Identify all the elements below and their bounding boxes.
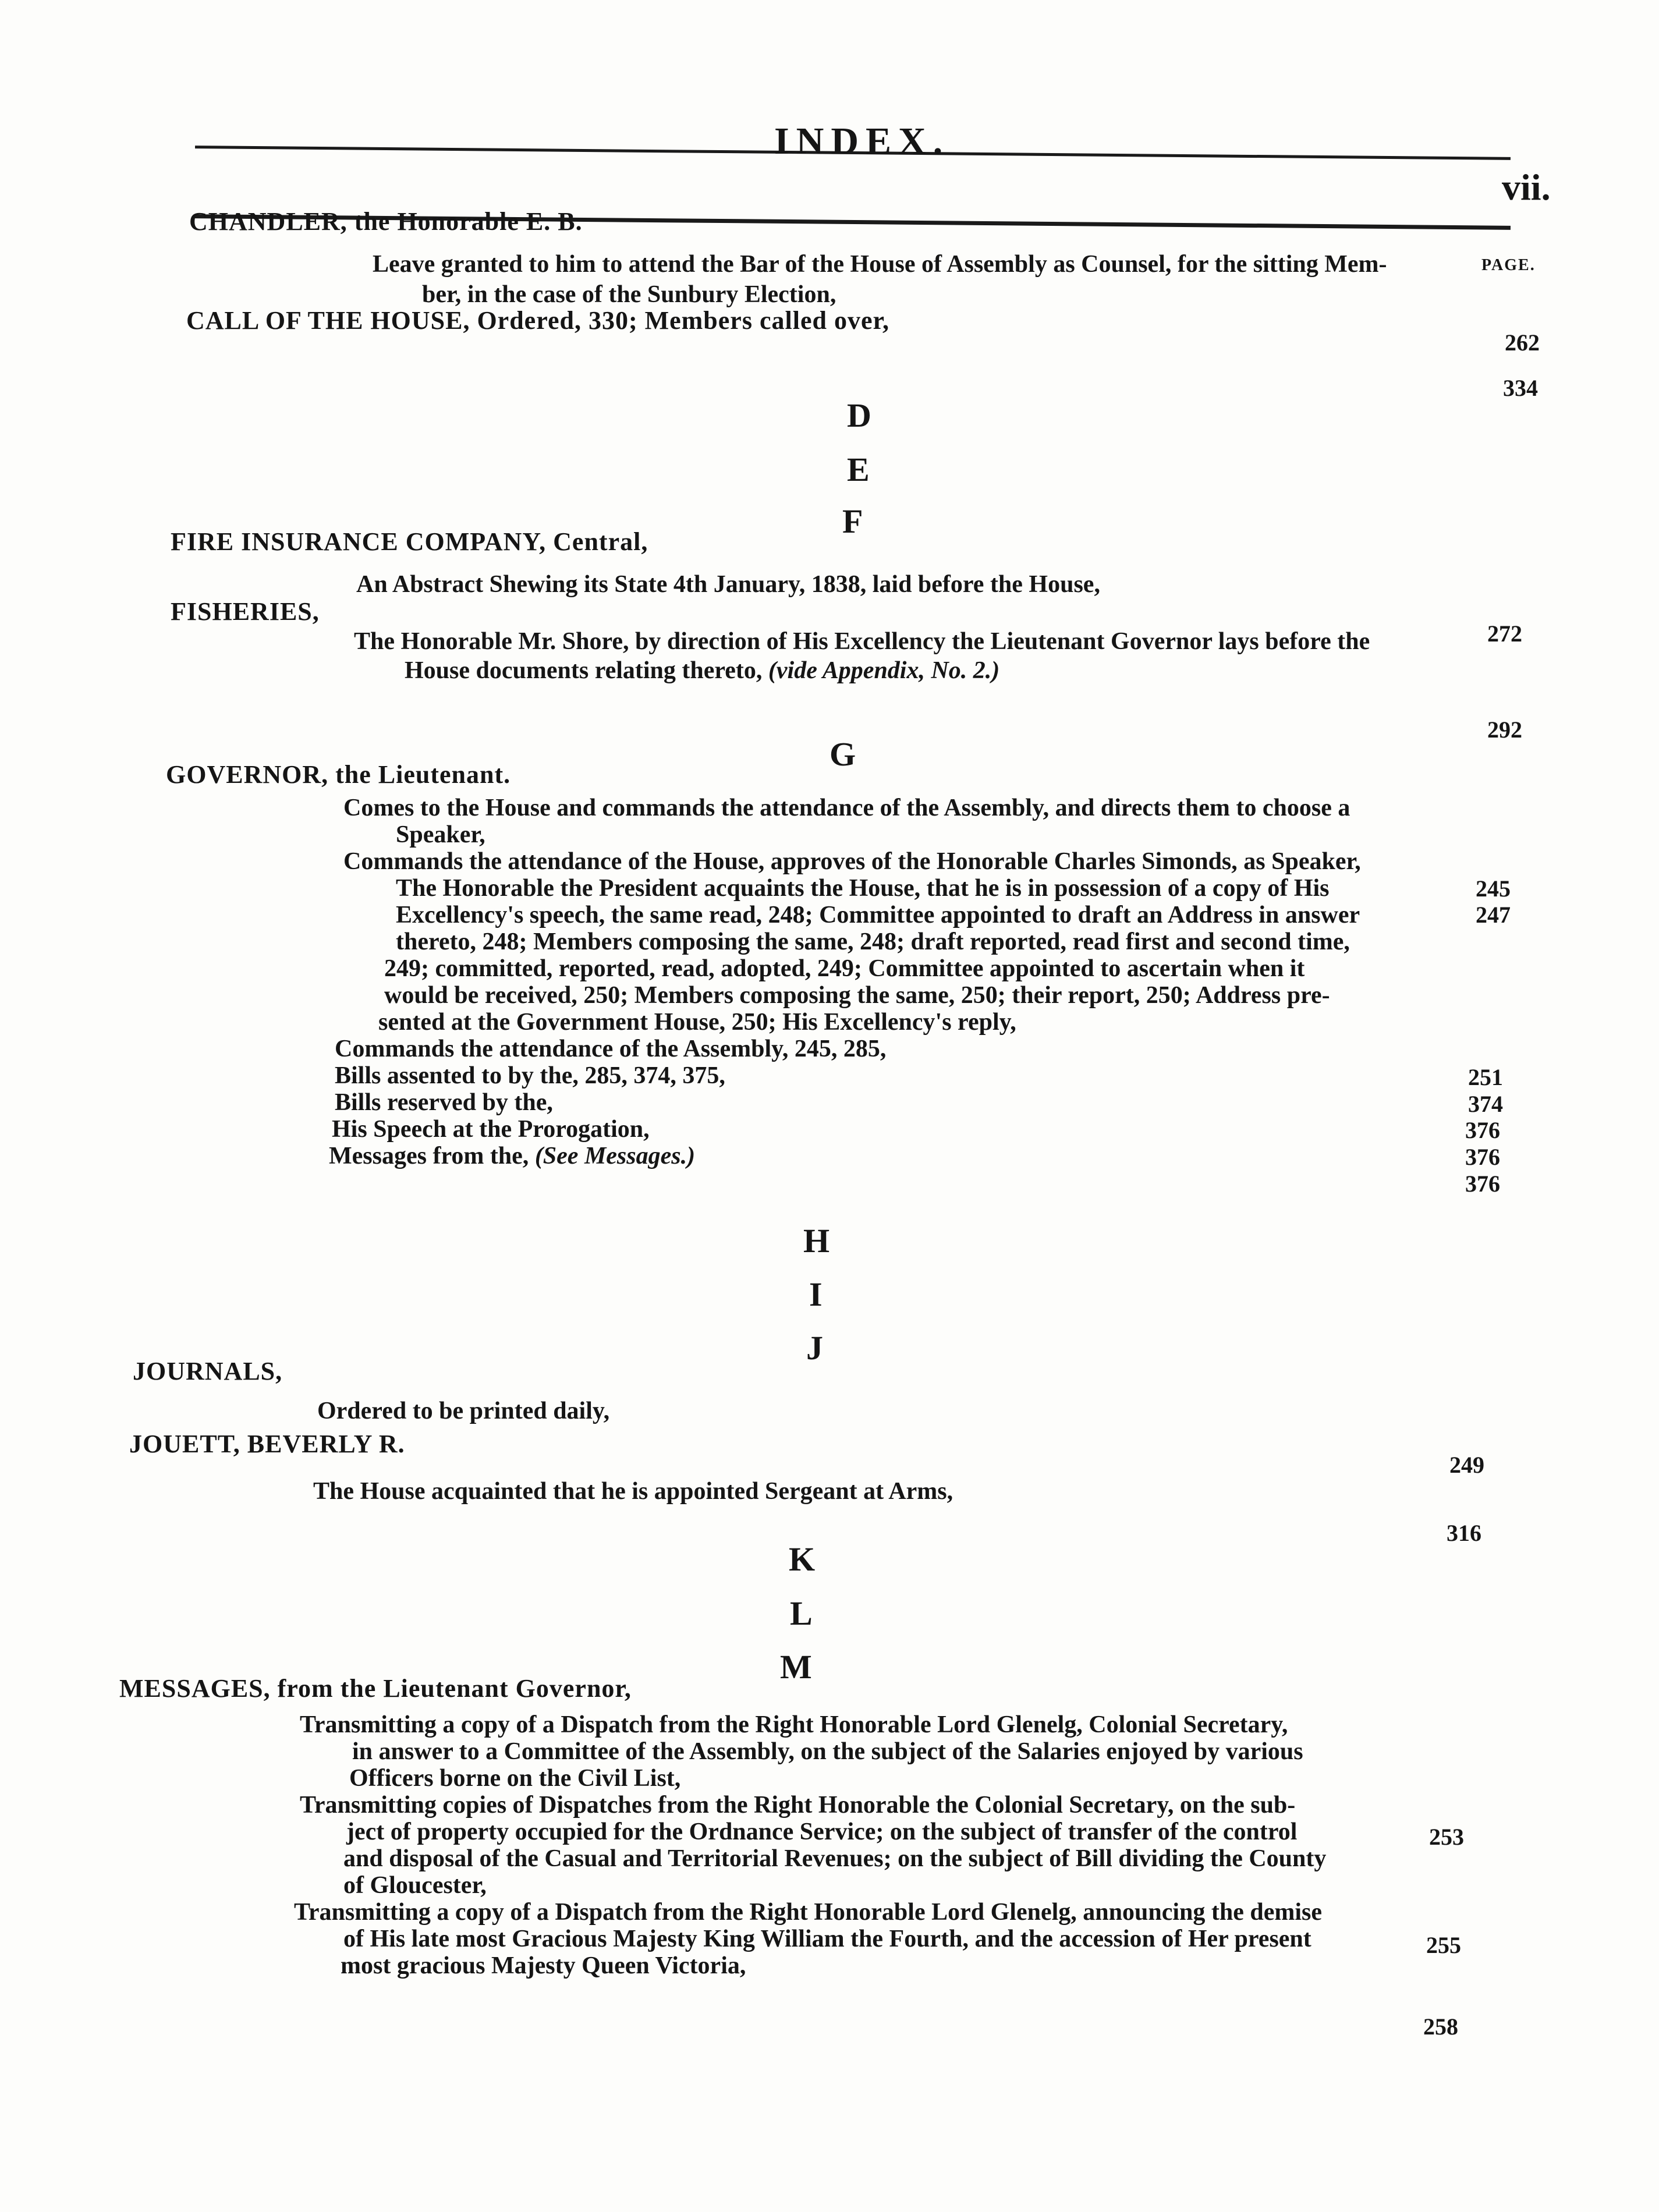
entry-heading-journals: JOURNALS,: [133, 1357, 283, 1385]
entry-text-fisheries-2a: House documents relating thereto,: [405, 657, 763, 684]
section-letter-l: L: [790, 1594, 813, 1632]
entry-text-chandler-2: ber, in the case of the Sunbury Election,: [422, 281, 836, 308]
messages-line: ject of property occupied for the Ordnance Service; on the subject of transfer of the control: [346, 1818, 1298, 1845]
appendix-reference: (vide Appendix, No. 2.): [768, 657, 1000, 684]
entry-page-messages-1: 253: [1429, 1824, 1464, 1850]
entry-heading-governor: GOVERNOR, the Lieutenant.: [166, 760, 511, 789]
section-letter-g: G: [830, 735, 856, 773]
entry-page-messages-3: 258: [1423, 2014, 1458, 2040]
entry-text-jouett: The House acquainted that he is appointed Sergeant at Arms,: [313, 1478, 953, 1505]
entry-page-governor-7: 376: [1465, 1171, 1500, 1197]
entry-heading-call-of-the-house: CALL OF THE HOUSE, Ordered, 330; Members called over,: [186, 306, 889, 335]
section-letter-i: I: [809, 1275, 823, 1313]
messages-line: of Gloucester,: [343, 1872, 487, 1899]
entry-page-chandler: 262: [1505, 329, 1540, 356]
section-letter-m: M: [780, 1648, 812, 1686]
messages-line: Transmitting a copy of a Dispatch from the Right Honorable Lord Glenelg, announcing the demise: [294, 1899, 1322, 1926]
page-number: vii.: [1502, 166, 1551, 208]
section-letter-k: K: [789, 1540, 816, 1578]
entry-page-governor-6: 376: [1465, 1144, 1500, 1170]
section-letter-f: F: [842, 502, 863, 540]
entry-page-governor-5: 376: [1465, 1117, 1500, 1143]
messages-line: in answer to a Committee of the Assembly, on the subject of the Salaries enjoyed by various: [352, 1738, 1303, 1765]
entry-page-governor-4: 374: [1468, 1091, 1503, 1117]
governor-line: Commands the attendance of the Assembly, 245, 285,: [335, 1036, 887, 1062]
section-letter-d: D: [847, 396, 871, 434]
governor-line: sented at the Government House, 250; His Excellency's reply,: [378, 1009, 1016, 1036]
entry-text-fisheries-2: [405, 657, 999, 685]
governor-line-messages-text: Messages from the,: [329, 1143, 529, 1169]
governor-line-messages: [329, 1143, 1361, 1169]
entry-lines-messages: [294, 1711, 1327, 1979]
entry-page-jouett: 316: [1447, 1520, 1481, 1546]
section-letter-e: E: [847, 451, 870, 488]
section-letter-j: J: [806, 1329, 823, 1367]
entry-heading-fisheries: FISHERIES,: [171, 597, 320, 626]
entry-heading-jouett: JOUETT, BEVERLY R.: [129, 1430, 405, 1458]
governor-line: His Speech at the Prorogation,: [332, 1116, 650, 1143]
governor-line: would be received, 250; Members composing the same, 250; their report, 250; Address pre-: [384, 982, 1330, 1009]
entry-text-fisheries-1: The Honorable Mr. Shore, by direction of His Excellency the Lieutenant Governor lays before the: [354, 628, 1370, 655]
entry-page-fisheries: 292: [1487, 717, 1522, 743]
entry-text-journals: Ordered to be printed daily,: [317, 1398, 610, 1424]
governor-line: Speaker,: [396, 821, 485, 848]
governor-line: Bills assented to by the, 285, 374, 375,: [335, 1062, 725, 1089]
messages-line: of His late most Gracious Majesty King William the Fourth, and the accession of Her present: [343, 1926, 1311, 1952]
page-title: INDEX.: [774, 120, 950, 162]
see-messages-reference: (See Messages.): [534, 1143, 696, 1169]
entry-page-journals: 249: [1449, 1452, 1484, 1478]
governor-line: Excellency's speech, the same read, 248; Committee appointed to draft an Address in answer: [396, 902, 1360, 928]
messages-line: and disposal of the Casual and Territorial Revenues; on the subject of Bill dividing the County: [343, 1845, 1327, 1872]
entry-lines-governor: [329, 795, 1361, 1169]
governor-line: 249; committed, reported, read, adopted, 249; Committee appointed to ascertain when it: [384, 955, 1305, 982]
governor-line: thereto, 248; Members composing the same, 248; draft reported, read first and second time,: [396, 928, 1350, 955]
entry-text-chandler-1: Leave granted to him to attend the Bar of the House of Assembly as Counsel, for the sitting Mem-: [373, 251, 1387, 278]
messages-line: Transmitting a copy of a Dispatch from the Right Honorable Lord Glenelg, Colonial Secretary,: [300, 1711, 1288, 1738]
messages-line: Transmitting copies of Dispatches from the Right Honorable the Colonial Secretary, on the sub-: [300, 1792, 1296, 1818]
governor-line: The Honorable the President acquaints the House, that he is in possession of a copy of His: [396, 875, 1330, 902]
entry-page-call-of-the-house: 334: [1503, 375, 1538, 401]
entry-page-governor-3: 251: [1468, 1064, 1503, 1090]
entry-page-governor-2: 247: [1476, 902, 1511, 928]
messages-line: most gracious Majesty Queen Victoria,: [341, 1952, 746, 1979]
entry-heading-fire-insurance: FIRE INSURANCE COMPANY, Central,: [171, 527, 648, 556]
governor-line: Comes to the House and commands the attendance of the Assembly, and directs them to choose a: [343, 795, 1350, 821]
governor-line: Commands the attendance of the House, approves of the Honorable Charles Simonds, as Speaker,: [343, 848, 1361, 875]
messages-line: Officers borne on the Civil List,: [349, 1765, 681, 1792]
entry-page-governor-1: 245: [1476, 875, 1511, 902]
entry-page-messages-2: 255: [1426, 1932, 1461, 1958]
page-column-label: PAGE.: [1481, 256, 1536, 274]
section-letter-h: H: [803, 1222, 830, 1260]
governor-line: Bills reserved by the,: [335, 1089, 553, 1116]
entry-heading-messages: MESSAGES, from the Lieutenant Governor,: [119, 1674, 632, 1703]
entry-heading-chandler: CHANDLER, the Honorable E. B.: [189, 207, 583, 236]
entry-text-fire-insurance: An Abstract Shewing its State 4th January, 1838, laid before the House,: [356, 571, 1100, 598]
entry-page-fire-insurance: 272: [1487, 621, 1522, 647]
